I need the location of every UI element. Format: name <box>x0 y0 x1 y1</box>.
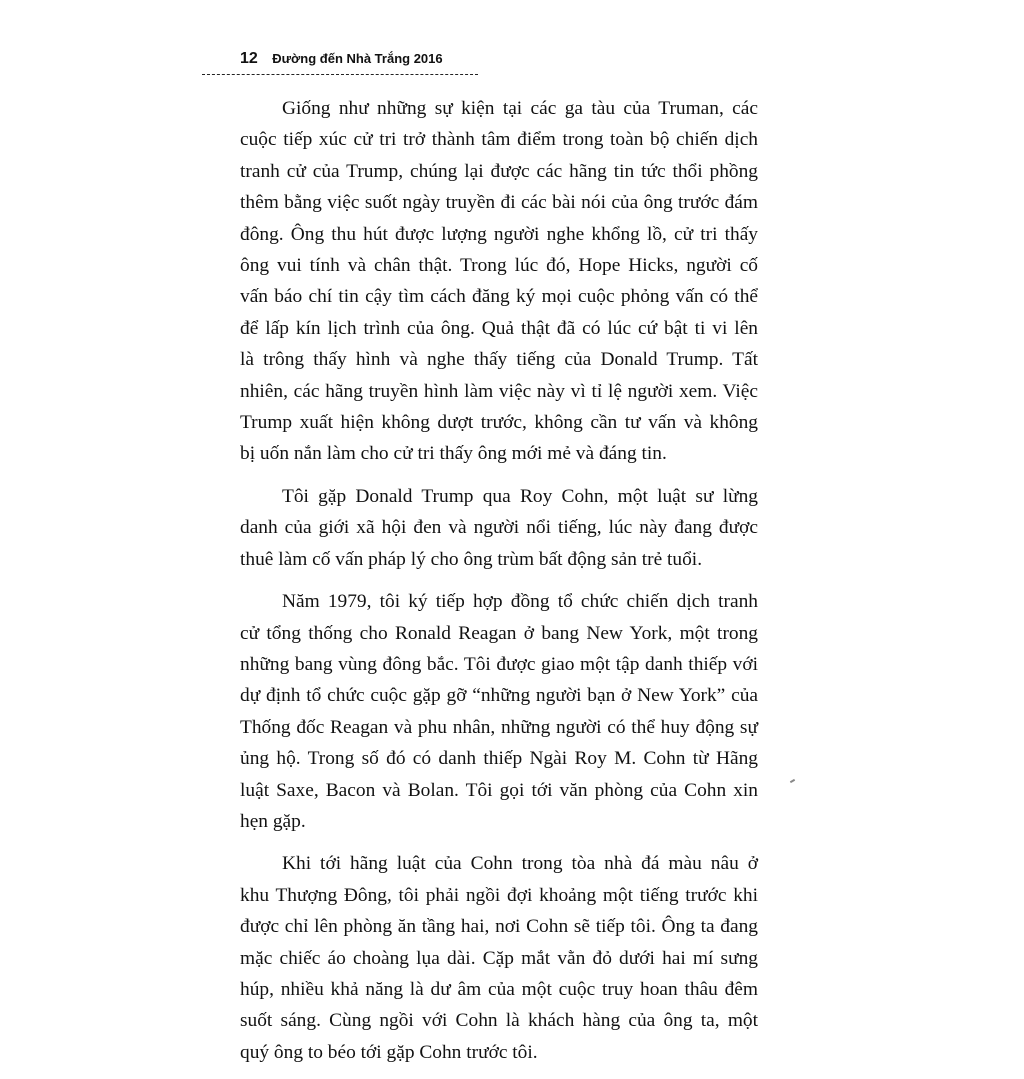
text-line: thêm bằng việc suốt ngày truyền đi các bài nói của ông trước đám <box>240 192 758 214</box>
text-line: danh của giới xã hội đen và người nổi tiếng, lúc này đang được <box>240 517 758 539</box>
text-line: nhiên, các hãng truyền hình làm việc này vì tỉ lệ người xem. Việc <box>240 380 758 402</box>
text-line: Năm 1979, tôi ký tiếp hợp đồng tổ chức chiến dịch tranh <box>282 591 758 613</box>
text-line: cuộc tiếp xúc cử tri trở thành tâm điểm trong toàn bộ chiến dịch <box>240 129 758 151</box>
text-line: húp, nhiều khả năng là dư âm của một cuộc truy hoan thâu đêm <box>240 978 758 1000</box>
text-line: Trump xuất hiện không dượt trước, không cần tư vấn và không <box>240 412 758 434</box>
text-line: Khi tới hãng luật của Cohn trong tòa nhà đá màu nâu ở <box>282 853 758 875</box>
text-line: đông. Ông thu hút được lượng người nghe khổng lồ, cử tri thấy <box>240 223 758 245</box>
text-line: Tôi gặp Donald Trump qua Roy Cohn, một luật sư lừng <box>282 485 758 507</box>
text-line: hẹn gặp. <box>240 810 306 832</box>
paragraph-2 <box>240 481 758 575</box>
scan-speck <box>790 779 795 783</box>
text-line: ông vui tính và chân thật. Trong lúc đó, Hope Hicks, người cố <box>240 255 758 277</box>
text-line: vấn báo chí tin cậy tìm cách đăng ký mọi cuộc phỏng vấn có thể <box>240 286 758 308</box>
text-line: là trông thấy hình và nghe thấy tiếng của Donald Trump. Tất <box>240 349 758 371</box>
paragraph-3 <box>240 586 758 837</box>
page-number: 12 <box>240 50 258 67</box>
text-line: dự định tổ chức cuộc gặp gỡ “những người bạn ở New York” của <box>240 685 758 707</box>
paragraph-1 <box>240 93 758 470</box>
text-line: bị uốn nắn làm cho cử tri thấy ông mới mẻ và đáng tin. <box>240 443 667 465</box>
text-line: tranh cử của Trump, chúng lại được các hãng tin tức thổi phồng <box>240 160 758 182</box>
text-line: khu Thượng Đông, tôi phải ngồi đợi khoảng một tiếng trước khi <box>240 884 758 906</box>
text-line: những bang vùng đông bắc. Tôi được giao một tập danh thiếp với <box>240 653 758 675</box>
text-line: được chỉ lên phòng ăn tầng hai, nơi Cohn sẽ tiếp tôi. Ông ta đang <box>240 916 758 938</box>
text-line: luật Saxe, Bacon và Bolan. Tôi gọi tới văn phòng của Cohn xin <box>240 779 758 801</box>
page-header <box>240 50 443 68</box>
text-line: thuê làm cố vấn pháp lý cho ông trùm bất động sản trẻ tuổi. <box>240 548 703 570</box>
text-line: Thống đốc Reagan và phu nhân, những người có thể huy động sự <box>240 716 758 738</box>
body-text <box>240 93 758 1079</box>
running-title: Đường đến Nhà Trắng 2016 <box>272 51 443 66</box>
text-line: cử tổng thống cho Ronald Reagan ở bang New York, một trong <box>240 622 758 644</box>
text-line: suốt sáng. Cùng ngồi với Cohn là khách hàng của ông ta, một <box>240 1010 758 1032</box>
text-line: ủng hộ. Trong số đó có danh thiếp Ngài Roy M. Cohn từ Hãng <box>240 748 758 770</box>
header-divider <box>202 74 478 75</box>
text-line: để lấp kín lịch trình của ông. Quả thật đã có lúc cứ bật ti vi lên <box>240 317 758 339</box>
text-line: quý ông to béo tới gặp Cohn trước tôi. <box>240 1041 538 1063</box>
text-line: Giống như những sự kiện tại các ga tàu của Truman, các <box>282 98 758 119</box>
text-line: mặc chiếc áo choàng lụa dài. Cặp mắt vằn đỏ dưới hai mí sưng <box>240 947 758 969</box>
paragraph-4 <box>240 848 758 1068</box>
